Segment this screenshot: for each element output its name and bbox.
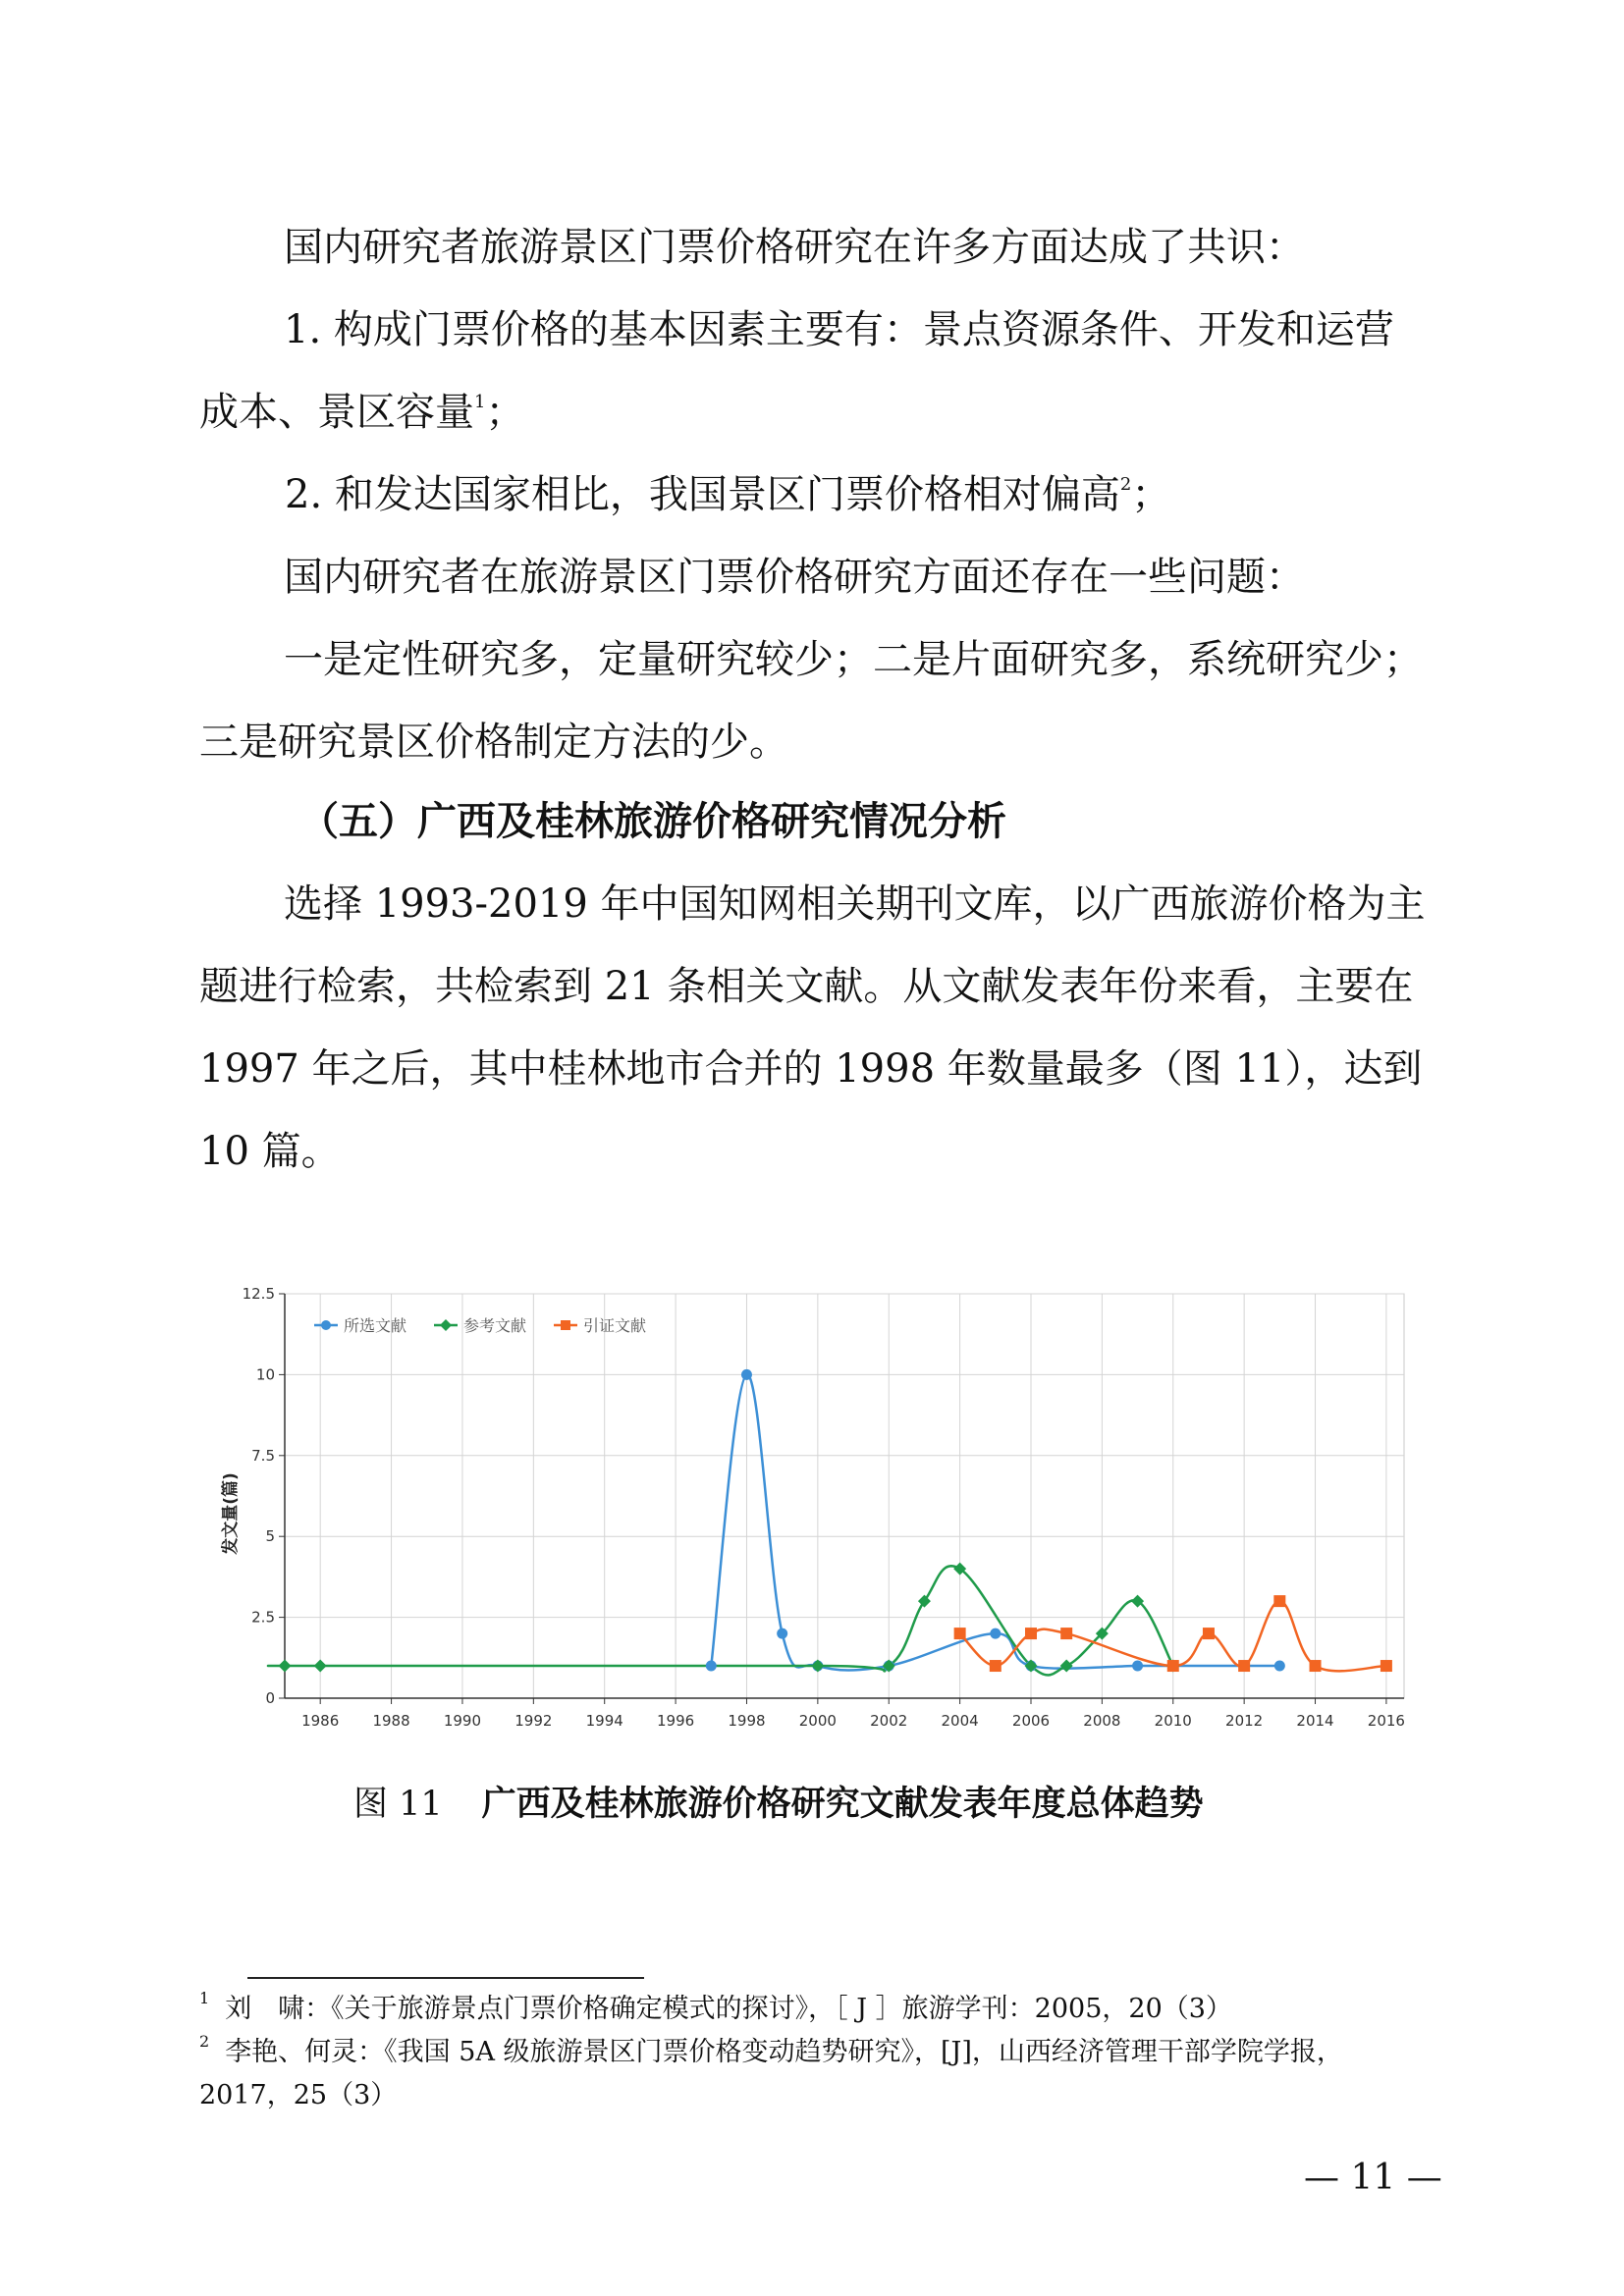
- section-heading: （五）广西及桂林旅游价格研究情况分析: [299, 799, 1006, 844]
- footnote-ref[interactable]: 1: [474, 392, 486, 412]
- data-point: [1203, 1628, 1215, 1639]
- y-tick-label: 0: [265, 1689, 275, 1707]
- y-axis-label: 发文量(篇): [221, 1472, 241, 1555]
- data-point: [1273, 1595, 1285, 1607]
- figure-number: 图 11: [353, 1785, 443, 1824]
- publication-trend-chart: [206, 1276, 1424, 1747]
- x-tick-label: 2014: [1296, 1712, 1334, 1730]
- data-point: [954, 1628, 966, 1639]
- y-tick-label: 12.5: [242, 1285, 275, 1303]
- footnote-text: 李艳、何灵：《我国 5A 级旅游景区门票价格变动趋势研究》，[J]，山西经济管理干部学院学报，2017，25（3）: [199, 2037, 1343, 2110]
- data-point: [1025, 1628, 1037, 1639]
- paragraph-text: ；: [1131, 472, 1171, 517]
- paragraph-text: 一是定性研究多，定量研究较少；二是片面研究多，系统研究少；三是研究景区价格制定方法的少。: [199, 637, 1423, 765]
- data-point: [1060, 1628, 1072, 1639]
- data-point: [1380, 1660, 1392, 1672]
- x-tick-label: 1990: [443, 1712, 482, 1730]
- legend-label: 引证文献: [583, 1316, 647, 1335]
- figure-caption: [353, 1777, 1204, 1826]
- paragraph-text: 选择 1993-2019 年中国知网相关期刊文库，以广西旅游价格为主题进行检索，共检索到 21 条相关文献。从文献发表年份来看，主要在 1997 年之后，其中桂林地市合并的 1998 年数量最多（图 11），达到 10 篇。: [199, 881, 1426, 1174]
- body-paragraph: [199, 618, 1432, 783]
- legend-marker: [561, 1320, 570, 1330]
- y-tick-label: 2.5: [251, 1608, 275, 1627]
- paragraph-text: 国内研究者旅游景区门票价格研究在许多方面达成了共识：: [284, 225, 1305, 270]
- data-point: [1167, 1660, 1179, 1672]
- footnote-ref[interactable]: 2: [1119, 474, 1132, 495]
- x-tick-label: 2000: [798, 1712, 837, 1730]
- x-tick-label: 1994: [585, 1712, 623, 1730]
- paragraph-text: 国内研究者在旅游景区门票价格研究方面还存在一些问题：: [284, 555, 1305, 600]
- data-point: [1238, 1660, 1250, 1672]
- y-tick-label: 10: [255, 1365, 275, 1384]
- paragraph-text: 1. 构成门票价格的基本因素主要有：景点资源条件、开发和运营成本、景区容量: [199, 307, 1394, 435]
- x-tick-label: 2002: [870, 1712, 908, 1730]
- footnote-text: 刘 啸：《关于旅游景点门票价格确定模式的探讨》，［ J ］旅游学刊：2005，20（3）: [225, 1994, 1232, 2024]
- body-paragraph: [199, 289, 1432, 454]
- data-point: [1132, 1661, 1143, 1672]
- data-point: [706, 1661, 717, 1672]
- body-paragraph: [199, 536, 1432, 618]
- data-point: [1310, 1660, 1322, 1672]
- data-point: [1274, 1661, 1285, 1672]
- footnote-mark: 2: [199, 2032, 210, 2051]
- chart-grid: [285, 1294, 1404, 1698]
- x-tick-label: 1996: [657, 1712, 695, 1730]
- paragraph-text: 2. 和发达国家相比，我国景区门票价格相对偏高: [285, 472, 1120, 517]
- legend-label: 所选文献: [344, 1316, 407, 1335]
- figure-caption-text: 广西及桂林旅游价格研究文献发表年度总体趋势: [481, 1785, 1204, 1824]
- y-tick-label: 5: [265, 1527, 275, 1546]
- legend-marker: [321, 1320, 331, 1330]
- x-tick-label: 2006: [1011, 1712, 1051, 1730]
- x-tick-label: 2008: [1083, 1712, 1121, 1730]
- body-paragraph: [199, 863, 1432, 1193]
- x-tick-label: 1992: [514, 1712, 553, 1730]
- body-paragraph: [285, 454, 1434, 536]
- page-number: — 11 —: [1304, 2158, 1442, 2198]
- x-tick-label: 1988: [372, 1712, 410, 1730]
- footnote: [199, 1988, 1436, 2031]
- x-tick-label: 2010: [1154, 1712, 1192, 1730]
- footnote-mark: 1: [199, 1989, 210, 2007]
- chart-legend: [314, 1316, 646, 1335]
- y-tick-label: 7.5: [251, 1446, 275, 1465]
- x-tick-label: 2016: [1367, 1712, 1405, 1730]
- x-tick-label: 2004: [941, 1712, 979, 1730]
- paragraph-text: ；: [485, 390, 525, 435]
- x-tick-label: 1986: [301, 1712, 340, 1730]
- body-paragraph: [199, 206, 1432, 289]
- footnote: [199, 2031, 1436, 2117]
- data-point: [741, 1369, 752, 1380]
- plot-area: [285, 1294, 1404, 1698]
- data-point: [777, 1629, 787, 1639]
- x-tick-label: 1998: [728, 1712, 766, 1730]
- legend-label: 参考文献: [463, 1316, 527, 1335]
- footnote-separator: [247, 1977, 644, 1979]
- data-point: [990, 1660, 1001, 1672]
- x-tick-label: 2012: [1225, 1712, 1264, 1730]
- data-point: [990, 1629, 1001, 1639]
